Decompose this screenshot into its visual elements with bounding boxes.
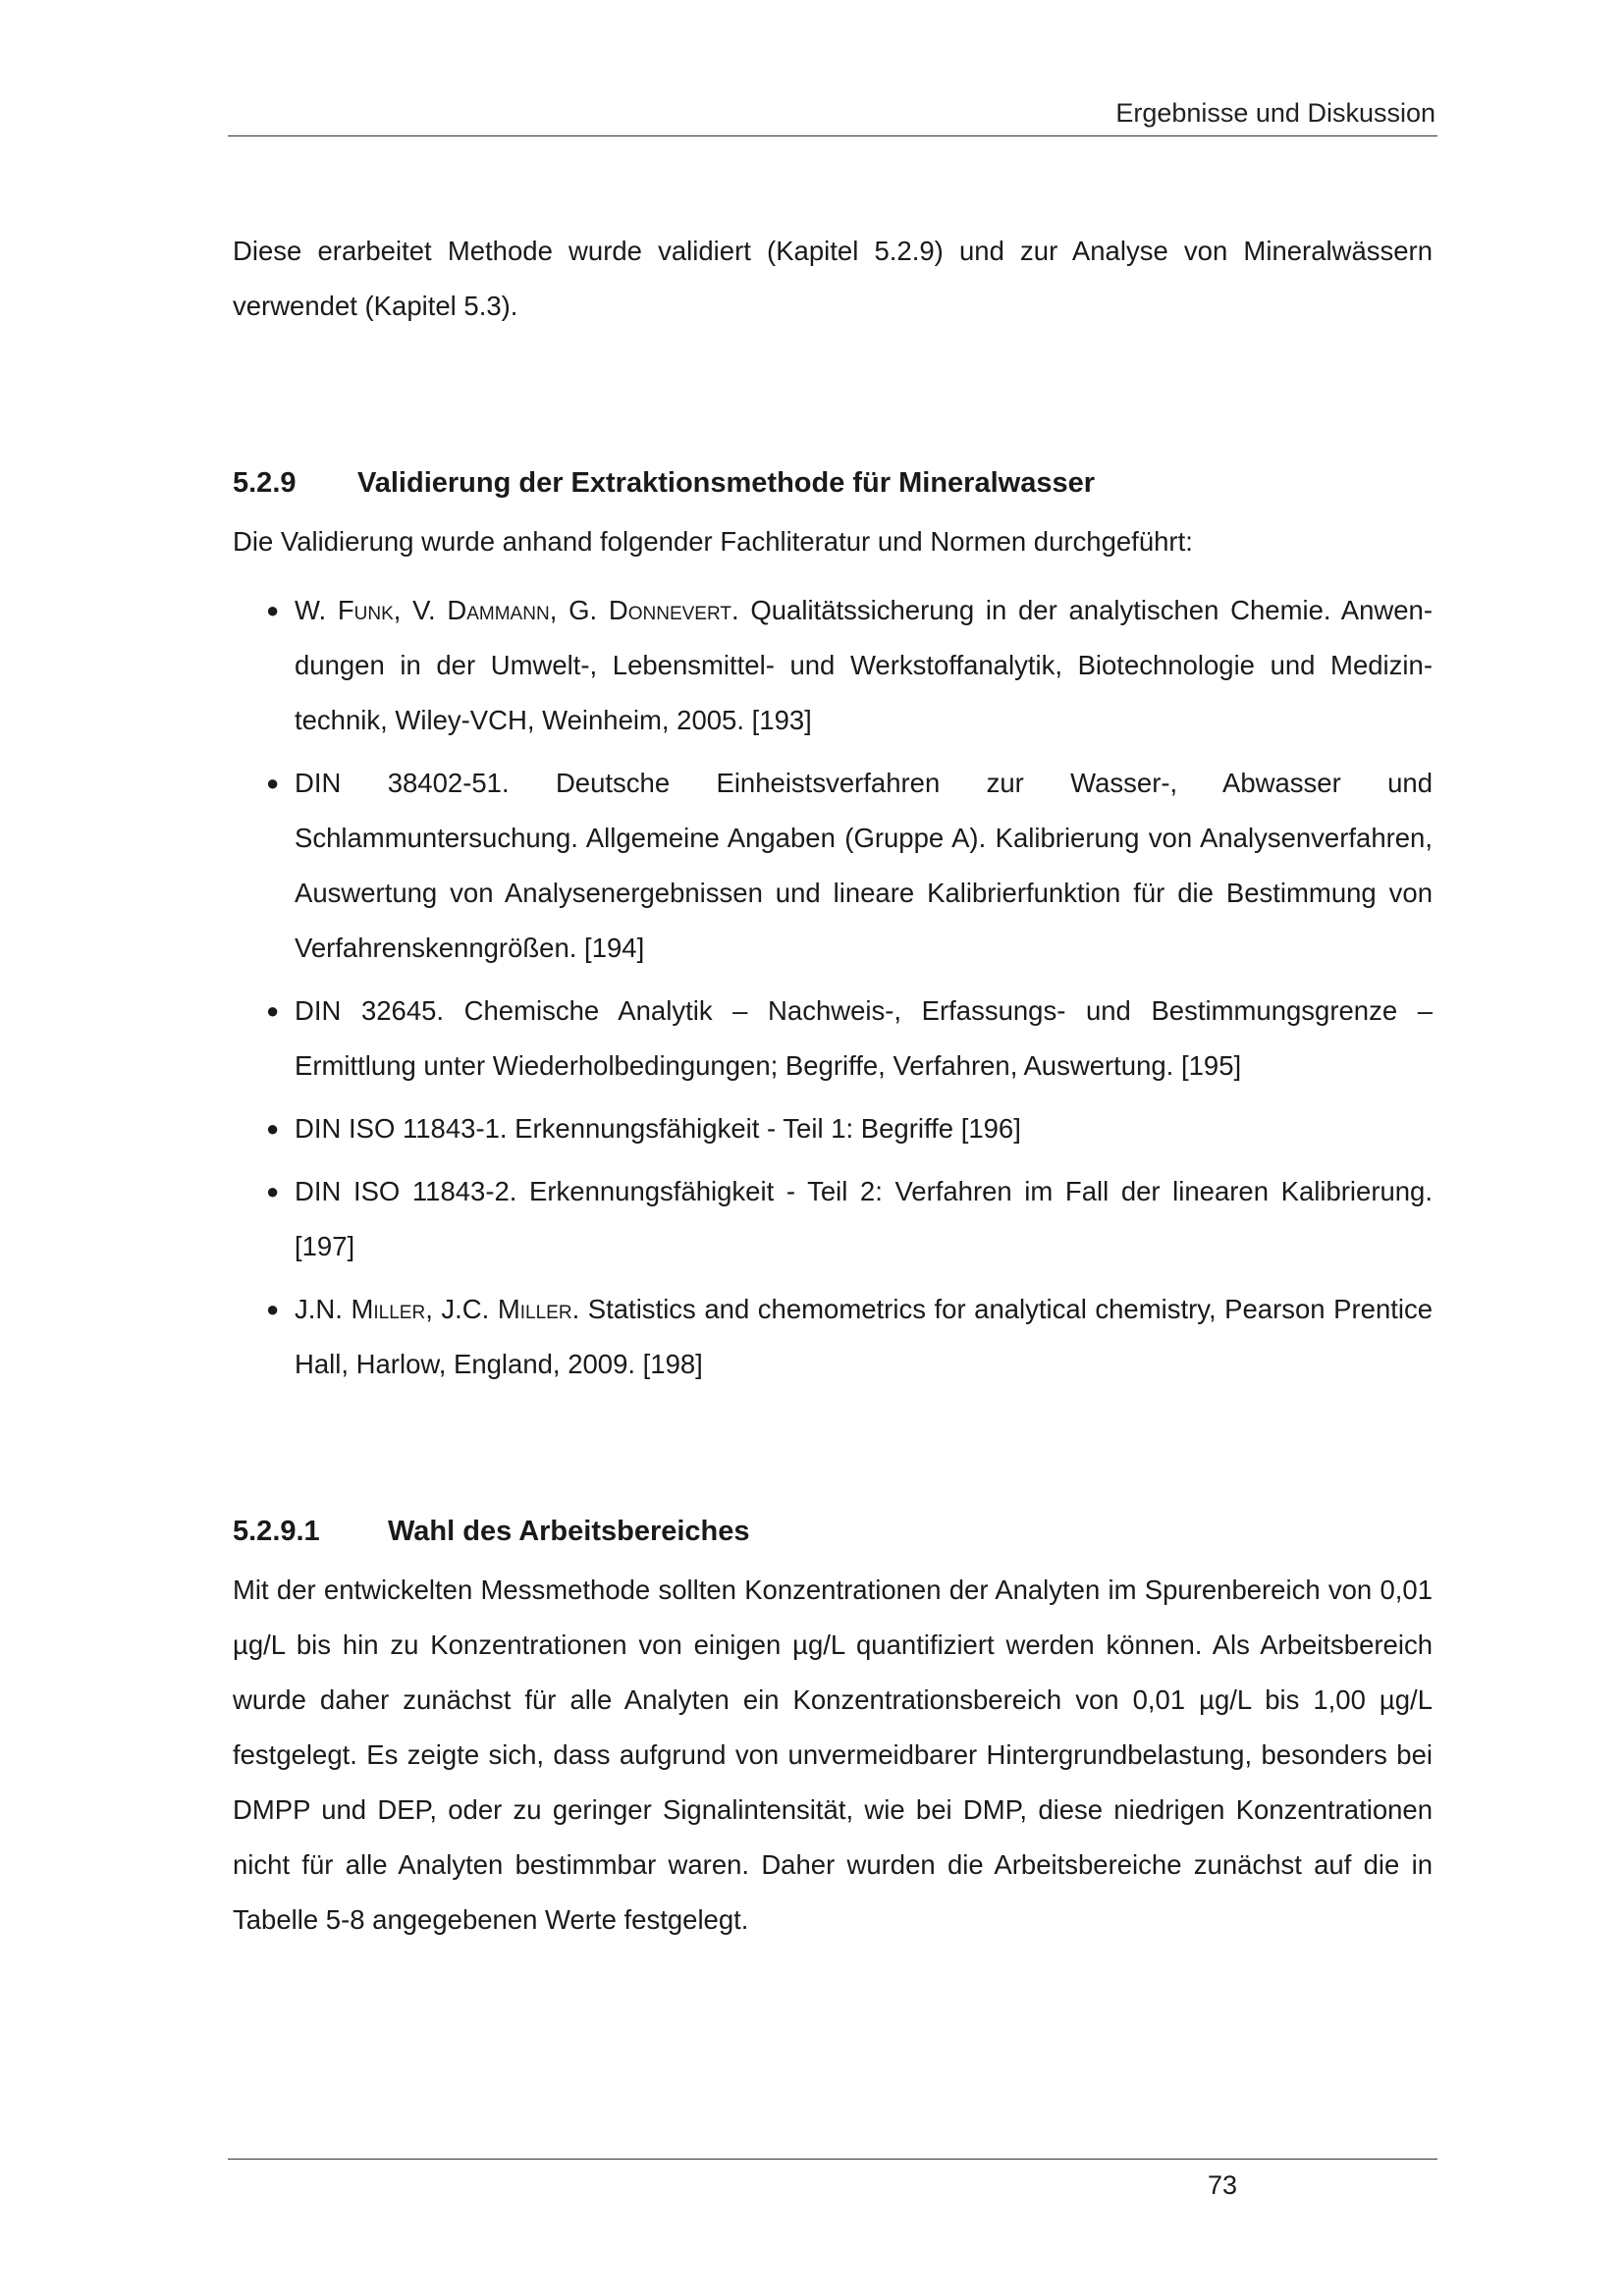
subsection-title: Wahl des Arbeitsbereiches xyxy=(388,1516,750,1547)
reference-item xyxy=(233,756,1433,976)
reference-text: DIN 38402-51. Deutsche Einheistsverfahren zur Wasser-, Abwasser und Schlammuntersuchung. Allgemeine Angaben (Gruppe A). Kalibrierung von Analysenverfahren, Auswertung von Analysenergebnissen und lineare Kalibrierfunktion für die Bestimmung von Verfahrenskenngrößen. [194] xyxy=(295,768,1433,963)
reference-item: ● W. Funk, V. Dammann, G. Donnevert. Qualitätssicherung in der analytischen Chemie. Anwendungen in der Umwelt-, Lebensmittel- und Werkstoffanalytik, Biotechnologie und Medizintechnik, Wiley-VCH, Weinheim, 2005. [193] xyxy=(233,583,1433,748)
bullet-icon: ● xyxy=(266,598,280,622)
reference-text: DIN 32645. Chemische Analytik – Nachweis-, Erfassungs- und Bestimmungsgrenze – Ermittlung unter Wiederholbedingungen; Begriffe, Verfahren, Auswertung. [195] xyxy=(295,995,1433,1081)
reference-text: DIN ISO 11843-2. Erkennungsfähigkeit - Teil 2: Verfahren im Fall der linearen Kalibrierung. [197] xyxy=(295,1176,1433,1261)
reference-text: Statistics and chemometrics for analytical chemistry, Pearson Prentice Hall, Harlow, England, 2009. [198] xyxy=(295,1294,1434,1379)
section-heading-5-2-9-1 xyxy=(233,1512,750,1551)
bullet-icon: ● xyxy=(266,771,280,795)
section-title: Validierung der Extraktionsmethode für Mineralwasser xyxy=(357,467,1095,499)
reference-item xyxy=(233,984,1433,1094)
bullet-icon: ● xyxy=(266,1297,280,1321)
running-header xyxy=(228,97,1437,136)
reference-text: Qualitätssicherung in der analytischen Chemie. Anwendungen in der Umwelt-, Lebensmittel- und Werkstoffanalytik, Biotechnologie und Medizintechnik, Wiley-VCH, Weinheim, 2005. [193] xyxy=(295,595,1433,735)
reference-item xyxy=(233,1164,1433,1274)
section-number: 5.2.9 xyxy=(233,467,297,499)
reference-item: ● J.N. Miller, J.C. Miller. Statistics and chemometrics for analytical chemistry, Pearson Prentice Hall, Harlow, England, 2009. [198] xyxy=(233,1282,1433,1392)
reference-list xyxy=(233,583,1433,1400)
running-header-title: Ergebnisse und Diskussion xyxy=(1115,98,1435,128)
reference-item xyxy=(233,1101,1433,1156)
page-number: 73 xyxy=(1208,2170,1238,2200)
subsection-number: 5.2.9.1 xyxy=(233,1516,320,1547)
reference-text: DIN ISO 11843-1. Erkennungsfähigkeit - Teil 1: Begriffe [196] xyxy=(295,1113,1021,1144)
bullet-icon: ● xyxy=(266,998,280,1023)
bullet-icon: ● xyxy=(266,1179,280,1203)
subsection-paragraph: Mit der entwickelten Messmethode sollten Konzentrationen der Analyten im Spurenbereich von 0,01 µg/L bis hin zu Konzentrationen von einigen µg/L quantifiziert werden können. Als Arbeitsbereich wurde daher zunächst für alle Analyten ein Konzentrationsbereich von 0,01 µg/L bis 1,00 µg/L festgelegt. Es zeigte sich, dass aufgrund von unvermeidbarer Hintergrundbelastung, besonders bei DMPP und DEP, oder zu geringer Signalintensität, wie bei DMP, diese niedrigen Konzentrationen nicht für alle Analyten bestimmbar waren. Daher wurden die Arbeitsbereiche zunächst auf die in Tabelle 5-8 angegebenen Werte festgelegt. xyxy=(233,1575,1433,1935)
section-lead-paragraph: Die Validierung wurde anhand folgender Fachliteratur und Normen durchgeführt: xyxy=(233,526,1193,557)
footer-rule xyxy=(228,2159,1437,2160)
intro-paragraph: Diese erarbeitet Methode wurde validiert (Kapitel 5.2.9) und zur Analyse von Mineralwässern verwendet (Kapitel 5.3). xyxy=(233,236,1433,321)
bullet-icon: ● xyxy=(266,1116,280,1141)
section-heading-5-2-9 xyxy=(233,463,1095,503)
